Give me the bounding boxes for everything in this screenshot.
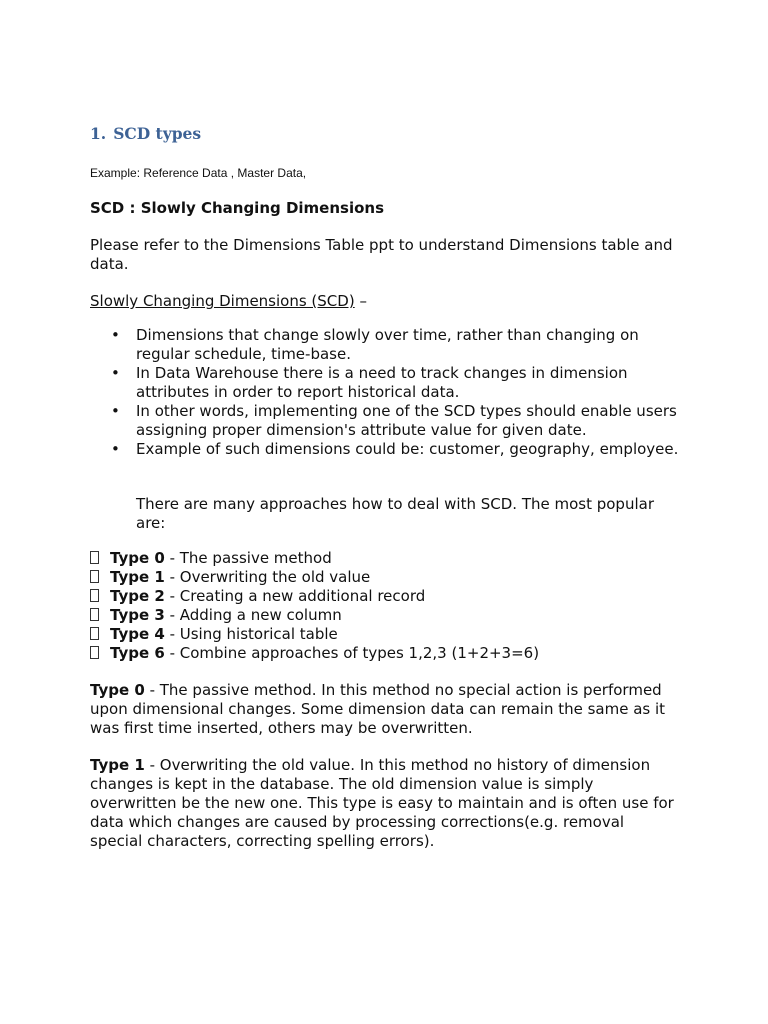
list-item <box>90 644 539 663</box>
type0-text: - The passive method. In this method no special action is performed upon dimensional changes. Some dimension data can remain the same as it was first time inserted, others may be overwritten. <box>90 681 666 737</box>
list-item <box>90 440 680 459</box>
missing-glyph-box-icon <box>90 551 99 564</box>
bullet-text: In other words, implementing one of the SCD types should enable users assigning proper dimension's attribute value for given date. <box>136 402 677 439</box>
list-item <box>90 364 680 402</box>
type-description: - Adding a new column <box>164 606 342 624</box>
type1-label: Type 1 <box>90 756 145 774</box>
list-item <box>90 568 539 587</box>
approaches-intro: There are many approaches how to deal with SCD. The most popular are: <box>136 495 654 532</box>
type-label: Type 1 <box>110 568 165 586</box>
missing-glyph-box-icon <box>90 589 99 602</box>
scd-title-underlined: Slowly Changing Dimensions (SCD) <box>90 292 355 310</box>
missing-glyph-box-icon <box>90 627 99 640</box>
list-item <box>90 587 539 606</box>
type-description: - The passive method <box>164 549 332 567</box>
list-item <box>90 625 539 644</box>
type-label: Type 2 <box>110 587 165 605</box>
type-label: Type 4 <box>110 625 165 643</box>
type-label: Type 0 <box>110 549 165 567</box>
type-label: Type 6 <box>110 644 165 662</box>
list-item <box>90 402 680 440</box>
bullet-text: In Data Warehouse there is a need to track changes in dimension attributes in order to report historical data. <box>136 364 628 401</box>
missing-glyph-box-icon <box>90 570 99 583</box>
list-item <box>90 326 680 364</box>
type1-paragraph <box>90 756 680 851</box>
section-heading <box>90 124 201 143</box>
scd-bullet-list <box>90 326 680 459</box>
type-description: - Creating a new additional record <box>164 587 426 605</box>
type0-paragraph <box>90 681 680 738</box>
subtitle: SCD : Slowly Changing Dimensions <box>90 199 385 217</box>
missing-glyph-box-icon <box>90 646 99 659</box>
intro-paragraph: Please refer to the Dimensions Table ppt to understand Dimensions table and data. <box>90 236 673 273</box>
scd-definition-title <box>90 292 367 311</box>
bullet-icon: • <box>111 326 120 344</box>
section-number: 1. <box>90 124 107 143</box>
bullet-text: Dimensions that change slowly over time, rather than changing on regular schedule, time-base. <box>136 326 639 363</box>
section-title: SCD types <box>113 124 202 143</box>
bullet-icon: • <box>111 402 120 420</box>
bullet-icon: • <box>111 440 120 458</box>
type-description: - Combine approaches of types 1,2,3 (1+2+3=6) <box>164 644 540 662</box>
type-description: - Overwriting the old value <box>164 568 371 586</box>
scd-types-list <box>90 549 539 663</box>
type-description: - Using historical table <box>164 625 338 643</box>
missing-glyph-box-icon <box>90 608 99 621</box>
type1-text: - Overwriting the old value. In this method no history of dimension changes is kept in the database. The old dimension value is simply overwritten be the new one. This type is easy to maintain and is often use for data which changes are caused by processing corrections(e.g. removal special characters, correcting spelling errors). <box>90 756 674 850</box>
scd-title-suffix: – <box>354 292 367 310</box>
bullet-icon: • <box>111 364 120 382</box>
list-item <box>90 549 539 568</box>
list-item <box>90 606 539 625</box>
example-line: Example: Reference Data , Master Data, <box>90 166 307 180</box>
type0-label: Type 0 <box>90 681 145 699</box>
type-label: Type 3 <box>110 606 165 624</box>
bullet-text: Example of such dimensions could be: customer, geography, employee. <box>136 440 679 458</box>
